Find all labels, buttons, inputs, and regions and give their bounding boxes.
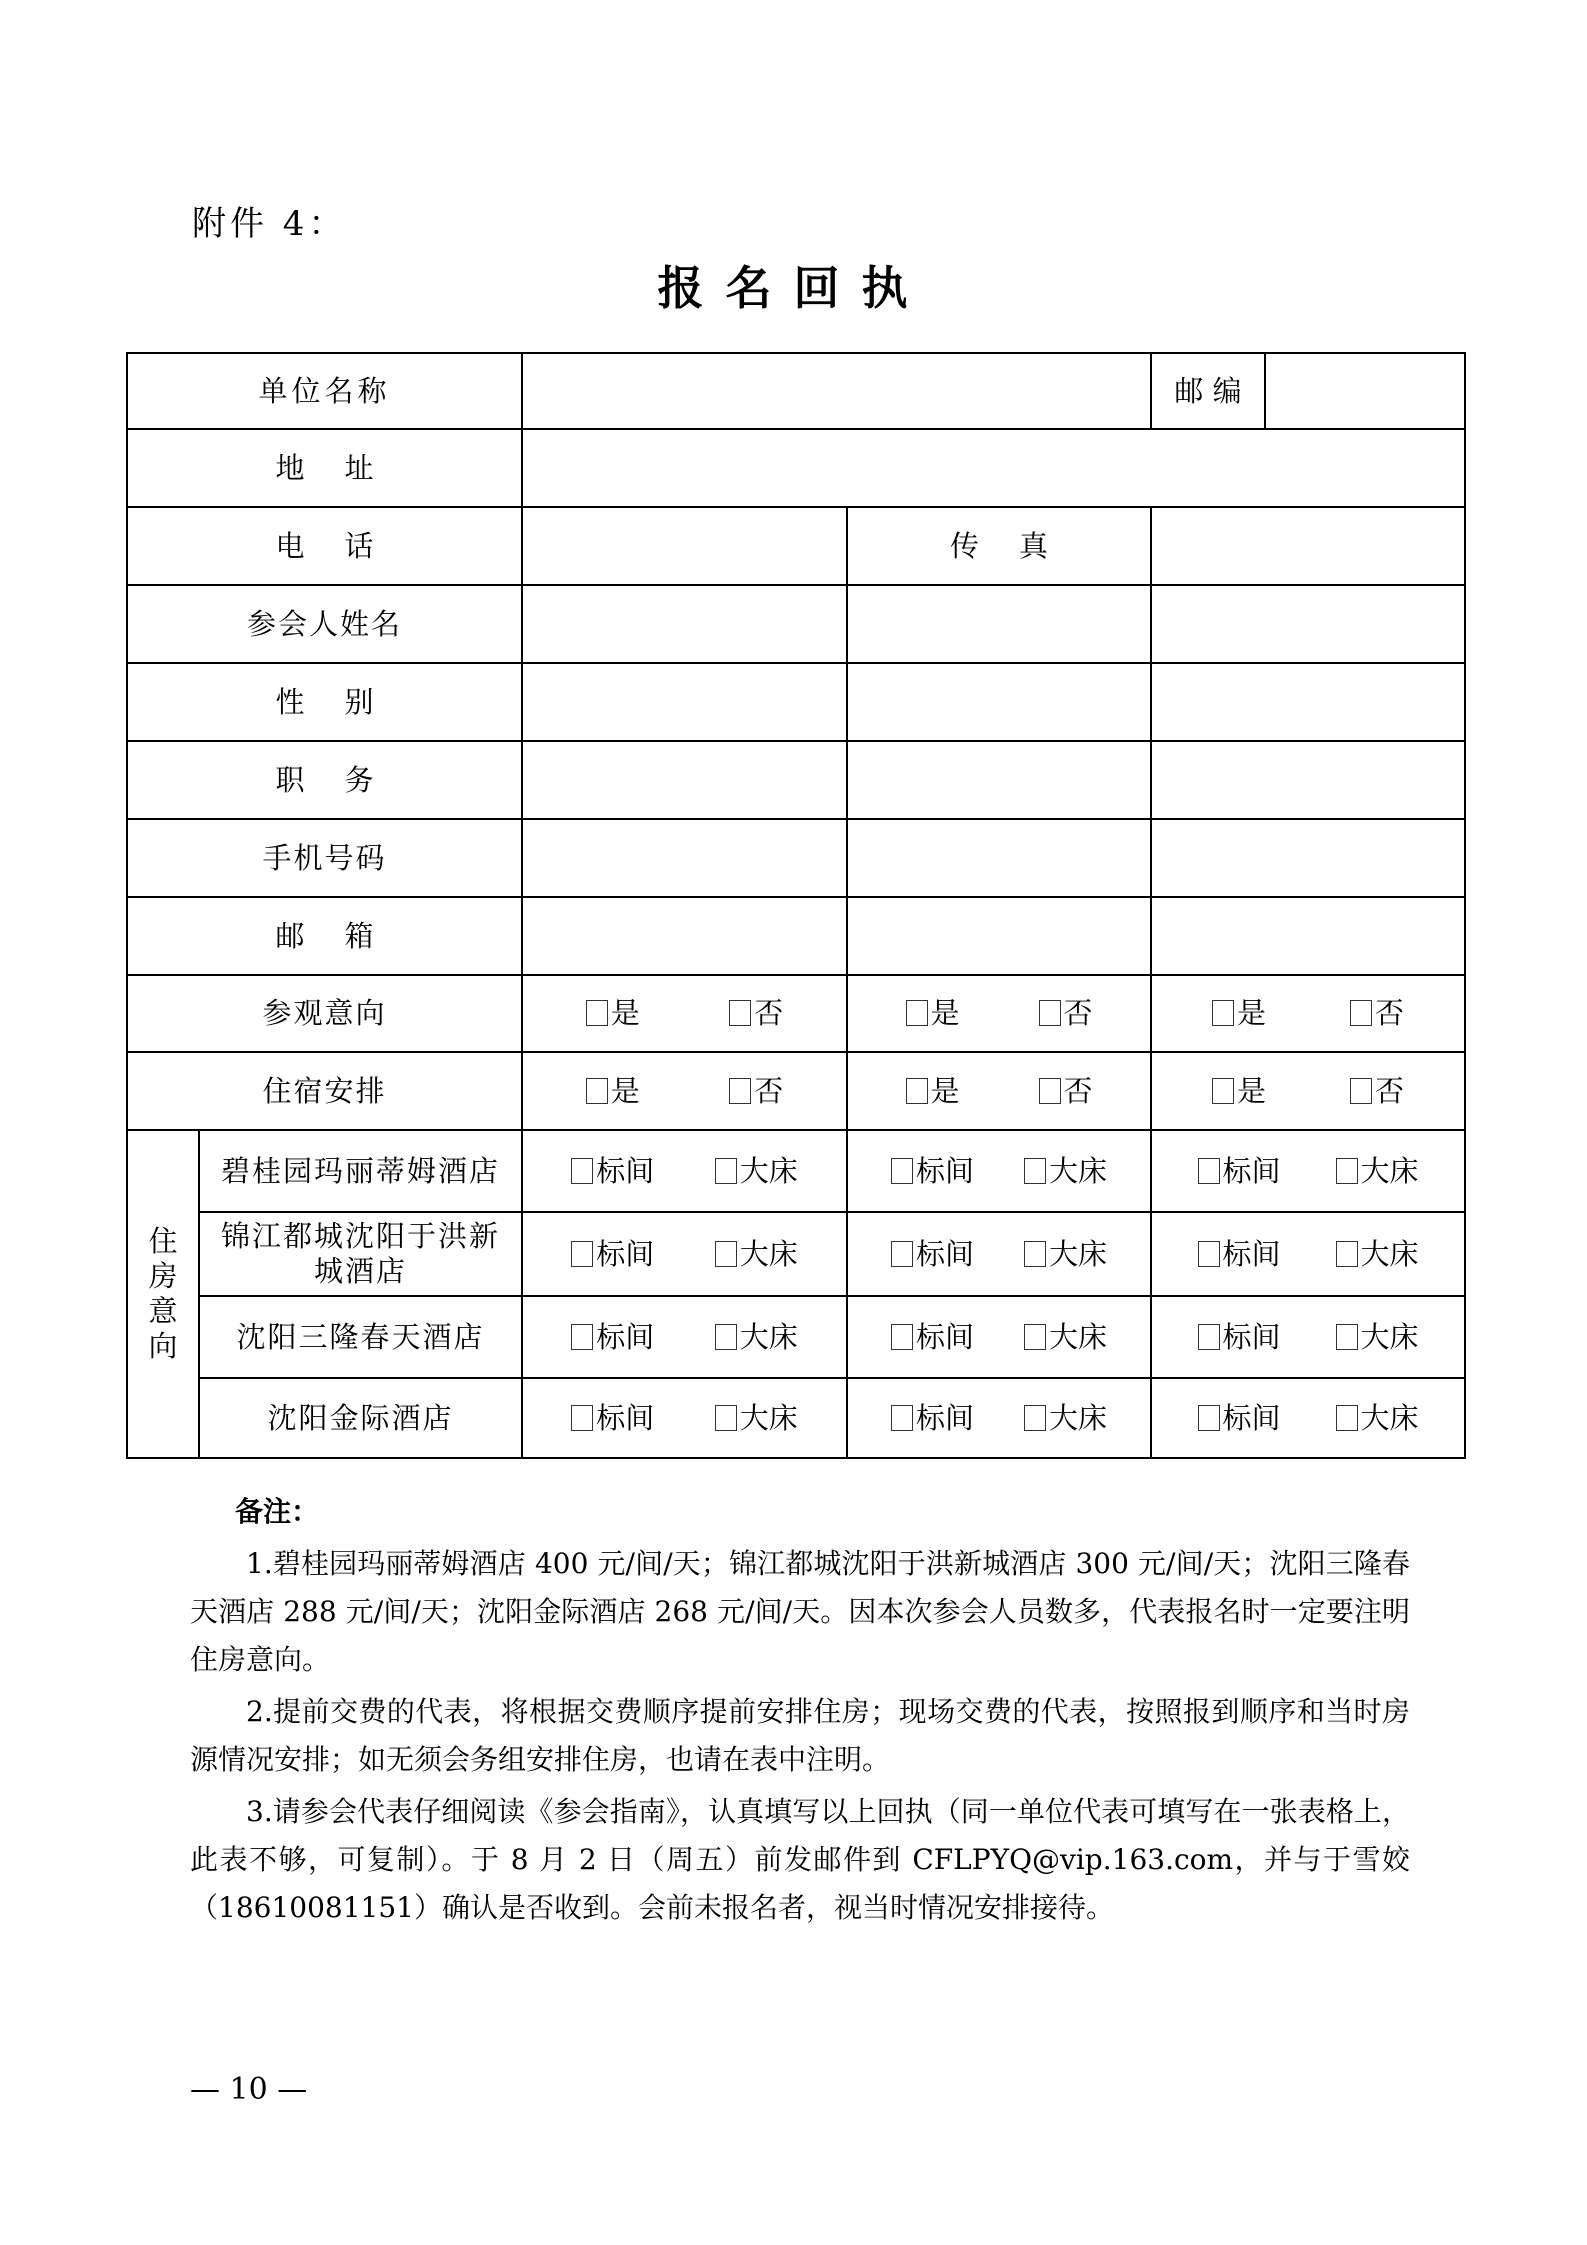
postcode-field[interactable]: [1265, 353, 1465, 429]
hotel-name: 沈阳三隆春天酒店: [199, 1296, 522, 1378]
unit-name-field[interactable]: [522, 353, 1151, 429]
attendee-name-field-1[interactable]: [522, 585, 847, 663]
checkbox-icon: [891, 1241, 913, 1267]
gender-field-3[interactable]: [1151, 663, 1465, 741]
gender-field-1[interactable]: [522, 663, 847, 741]
checkbox-icon: [1024, 1158, 1046, 1184]
mobile-label: 手机号码: [127, 819, 522, 897]
checkbox-icon: [571, 1241, 593, 1267]
hotel-name: 碧桂园玛丽蒂姆酒店: [199, 1130, 522, 1212]
king-bed-checkbox[interactable]: 大床: [1336, 1154, 1419, 1189]
email-field-3[interactable]: [1151, 897, 1465, 975]
lodging-row: [127, 1052, 1465, 1130]
hotel-name: 沈阳金际酒店: [199, 1378, 522, 1458]
checkbox-icon: [715, 1241, 737, 1267]
king-bed-checkbox[interactable]: 大床: [1024, 1320, 1107, 1355]
visit-yes-checkbox-2[interactable]: 是: [906, 996, 960, 1031]
checkbox-icon: [729, 1000, 751, 1026]
checkbox-icon: [1336, 1158, 1358, 1184]
twin-room-checkbox[interactable]: 标间: [1198, 1154, 1281, 1189]
king-bed-checkbox[interactable]: 大床: [1024, 1237, 1107, 1272]
lodging-no-checkbox-2[interactable]: 否: [1039, 1074, 1093, 1109]
housing-group-label: 住 房 意 向: [127, 1130, 199, 1458]
king-bed-checkbox[interactable]: 大床: [1336, 1401, 1419, 1436]
visit-yes-checkbox-3[interactable]: 是: [1212, 996, 1266, 1031]
mobile-field-3[interactable]: [1151, 819, 1465, 897]
page-title: 报名回执: [657, 261, 930, 315]
phone-label: 电话: [127, 507, 522, 585]
note-item: 2.提前交费的代表，将根据交费顺序提前安排住房；现场交费的代表，按照报到顺序和当时房源情况安排；如无须会务组安排住房，也请在表中注明。: [190, 1695, 1410, 1776]
attendee-name-field-3[interactable]: [1151, 585, 1465, 663]
position-field-1[interactable]: [522, 741, 847, 819]
checkbox-icon: [1212, 1078, 1234, 1104]
postcode-label: 邮 编: [1151, 353, 1265, 429]
attachment-label: 附件 4：: [192, 204, 347, 244]
twin-room-checkbox[interactable]: 标间: [571, 1237, 654, 1272]
checkbox-icon: [1336, 1324, 1358, 1350]
king-bed-checkbox[interactable]: 大床: [1336, 1237, 1419, 1272]
position-label: 职务: [127, 741, 522, 819]
checkbox-icon: [715, 1324, 737, 1350]
checkbox-icon: [1198, 1405, 1220, 1431]
checkbox-icon: [571, 1324, 593, 1350]
checkbox-icon: [1336, 1241, 1358, 1267]
email-field-2[interactable]: [847, 897, 1151, 975]
checkbox-icon: [1336, 1405, 1358, 1431]
attendee-name-label: 参会人姓名: [127, 585, 522, 663]
twin-room-checkbox[interactable]: 标间: [1198, 1237, 1281, 1272]
registration-form: [126, 352, 1466, 1459]
twin-room-checkbox[interactable]: 标间: [571, 1320, 654, 1355]
twin-room-checkbox[interactable]: 标间: [891, 1154, 974, 1189]
gender-field-2[interactable]: [847, 663, 1151, 741]
checkbox-icon: [906, 1000, 928, 1026]
note-item: 3.请参会代表仔细阅读《参会指南》，认真填写以上回执（同一单位代表可填写在一张表格上，此表不够，可复制）。于 8 月 2 日（周五）前发邮件到 CFLPYQ@vip.163.com，并与于雪姣（18610081151）确认是否收到。会前未报名者，视当时情况安排接待。: [190, 1795, 1410, 1924]
position-field-3[interactable]: [1151, 741, 1465, 819]
mobile-field-1[interactable]: [522, 819, 847, 897]
checkbox-icon: [1198, 1241, 1220, 1267]
checkbox-icon: [571, 1405, 593, 1431]
checkbox-icon: [729, 1078, 751, 1104]
note-item: 1.碧桂园玛丽蒂姆酒店 400 元/间/天；锦江都城沈阳于洪新城酒店 300 元/间/天；沈阳三隆春天酒店 288 元/间/天；沈阳金际酒店 268 元/间/天。因本次参会人员数多，代表报名时一定要注明住房意向。: [190, 1547, 1410, 1676]
checkbox-icon: [1039, 1078, 1061, 1104]
unit-name-label: 单位名称: [127, 353, 522, 429]
visit-no-checkbox-2[interactable]: 否: [1039, 996, 1093, 1031]
checkbox-icon: [571, 1158, 593, 1184]
hotel-row: [127, 1296, 1465, 1378]
visit-no-checkbox-1[interactable]: 否: [729, 996, 783, 1031]
checkbox-icon: [1024, 1405, 1046, 1431]
king-bed-checkbox[interactable]: 大床: [1024, 1401, 1107, 1436]
checkbox-icon: [891, 1158, 913, 1184]
address-label: 地址: [127, 429, 522, 507]
twin-room-checkbox[interactable]: 标间: [891, 1401, 974, 1436]
page-number: — 10 —: [190, 2072, 308, 2107]
king-bed-checkbox[interactable]: 大床: [1024, 1154, 1107, 1189]
lodging-no-checkbox-3[interactable]: 否: [1350, 1074, 1404, 1109]
mobile-field-2[interactable]: [847, 819, 1151, 897]
email-field-1[interactable]: [522, 897, 847, 975]
king-bed-checkbox[interactable]: 大床: [715, 1237, 798, 1272]
hotel-row: [127, 1378, 1465, 1458]
king-bed-checkbox[interactable]: 大床: [715, 1154, 798, 1189]
twin-room-checkbox[interactable]: 标间: [891, 1237, 974, 1272]
twin-room-checkbox[interactable]: 标间: [571, 1401, 654, 1436]
lodging-yes-checkbox-2[interactable]: 是: [906, 1074, 960, 1109]
checkbox-icon: [1198, 1324, 1220, 1350]
address-field[interactable]: [522, 429, 1465, 507]
checkbox-icon: [1212, 1000, 1234, 1026]
visit-no-checkbox-3[interactable]: 否: [1350, 996, 1404, 1031]
checkbox-icon: [1350, 1078, 1372, 1104]
checkbox-icon: [1024, 1241, 1046, 1267]
lodging-no-checkbox-1[interactable]: 否: [729, 1074, 783, 1109]
checkbox-icon: [586, 1000, 608, 1026]
checkbox-icon: [1039, 1000, 1061, 1026]
checkbox-icon: [891, 1405, 913, 1431]
checkbox-icon: [715, 1405, 737, 1431]
visit-yes-checkbox-1[interactable]: 是: [586, 996, 640, 1031]
visit-row: [127, 975, 1465, 1052]
king-bed-checkbox[interactable]: 大床: [1336, 1320, 1419, 1355]
checkbox-icon: [906, 1078, 928, 1104]
hotel-row: [127, 1212, 1465, 1296]
notes-heading: 备注：: [235, 1495, 320, 1528]
lodging-yes-checkbox-1[interactable]: 是: [586, 1074, 640, 1109]
checkbox-icon: [715, 1158, 737, 1184]
fax-label: 传真: [847, 507, 1151, 585]
checkbox-icon: [1350, 1000, 1372, 1026]
twin-room-checkbox[interactable]: 标间: [891, 1320, 974, 1355]
king-bed-checkbox[interactable]: 大床: [715, 1320, 798, 1355]
notes-section: [190, 1488, 1410, 1936]
hotel-name: 锦江都城沈阳于洪新城酒店: [199, 1212, 522, 1296]
visit-label: 参观意向: [127, 975, 522, 1052]
gender-label: 性别: [127, 663, 522, 741]
lodging-label: 住宿安排: [127, 1052, 522, 1130]
king-bed-checkbox[interactable]: 大床: [715, 1401, 798, 1436]
checkbox-icon: [1198, 1158, 1220, 1184]
twin-room-checkbox[interactable]: 标间: [1198, 1320, 1281, 1355]
fax-field[interactable]: [1151, 507, 1465, 585]
twin-room-checkbox[interactable]: 标间: [571, 1154, 654, 1189]
hotel-row: [127, 1130, 1465, 1212]
attendee-name-field-2[interactable]: [847, 585, 1151, 663]
email-label: 邮箱: [127, 897, 522, 975]
checkbox-icon: [1024, 1324, 1046, 1350]
lodging-yes-checkbox-3[interactable]: 是: [1212, 1074, 1266, 1109]
position-field-2[interactable]: [847, 741, 1151, 819]
checkbox-icon: [586, 1078, 608, 1104]
checkbox-icon: [891, 1324, 913, 1350]
twin-room-checkbox[interactable]: 标间: [1198, 1401, 1281, 1436]
phone-field[interactable]: [522, 507, 847, 585]
